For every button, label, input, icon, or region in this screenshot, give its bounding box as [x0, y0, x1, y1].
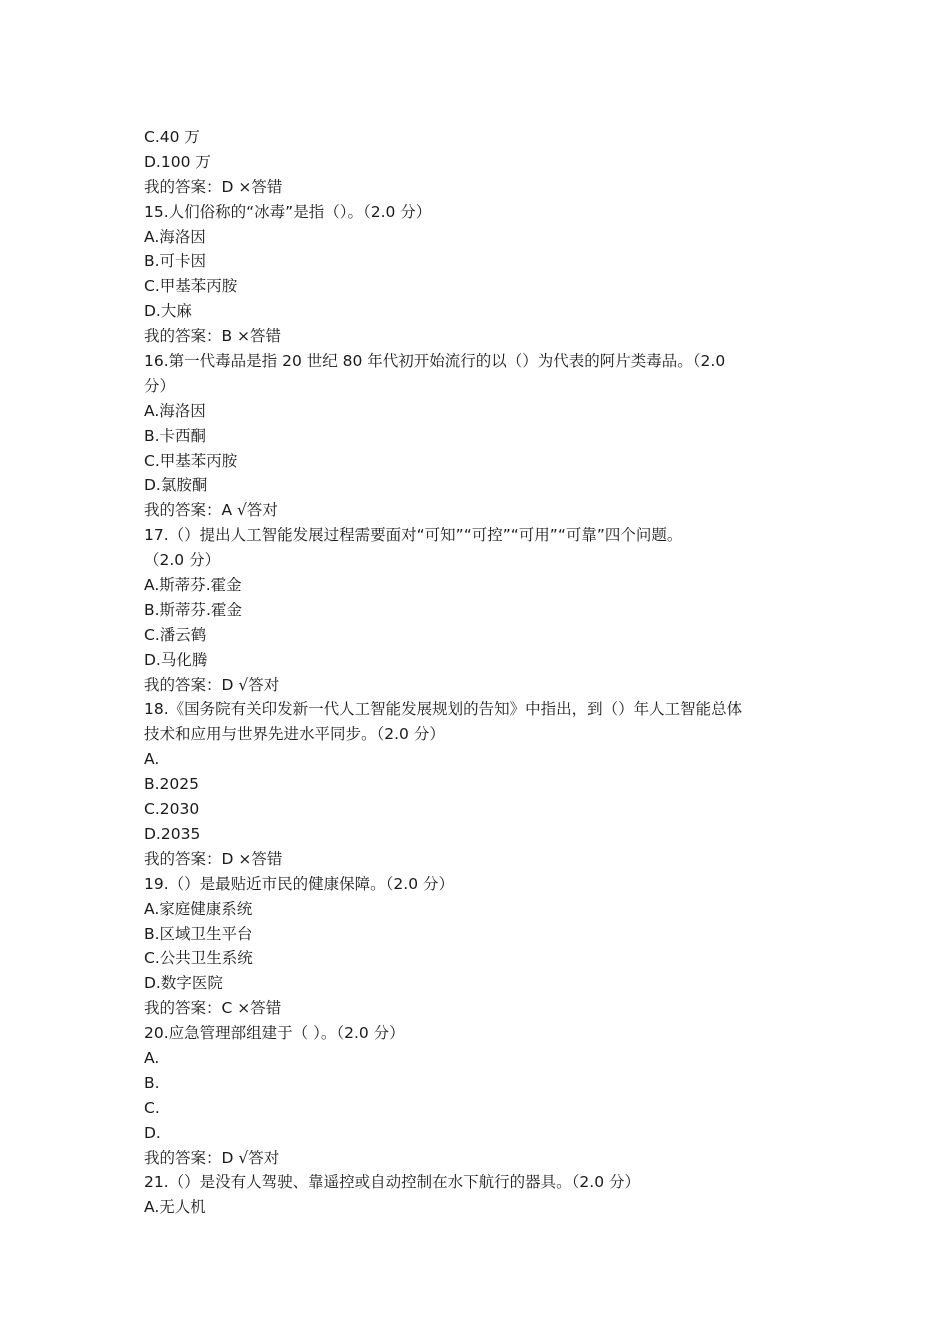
text-line: C.2030	[144, 800, 200, 819]
text-line: 16.第一代毒品是指 20 世纪 80 年代初开始流行的以（）为代表的阿片类毒品。（2.0	[144, 352, 726, 371]
text-line: D.100 万	[144, 152, 211, 171]
text-line: C.甲基苯丙胺	[144, 277, 238, 296]
text-line: A.海洛因	[144, 401, 206, 420]
text-line: 15.人们俗称的“冰毒”是指（）。（2.0 分）	[144, 202, 432, 221]
text-line: 21.（）是没有人驾驶、靠遥控或自动控制在水下航行的器具。（2.0 分）	[144, 1173, 640, 1192]
text-line: B.可卡因	[144, 252, 207, 271]
text-line: C.甲基苯丙胺	[144, 451, 238, 470]
text-line: B.斯蒂芬.霍金	[144, 600, 242, 619]
text-line: 我的答案：B ×答错	[144, 327, 282, 346]
text-line: 分）	[144, 376, 176, 395]
text-line: D.数字医院	[144, 974, 223, 993]
text-line: 技术和应用与世界先进水平同步。（2.0 分）	[144, 725, 445, 744]
text-line: C.公共卫生系统	[144, 949, 253, 968]
text-line: C.40 万	[144, 128, 200, 146]
text-line: （2.0 分）	[144, 551, 221, 570]
text-line: 我的答案：A √答对	[144, 501, 278, 520]
text-line: A.斯蒂芬.霍金	[144, 576, 242, 595]
text-line: A.	[144, 750, 160, 769]
text-line: B.区域卫生平台	[144, 924, 253, 943]
document-page	[144, 125, 814, 1220]
text-line: D.大麻	[144, 302, 192, 321]
text-line: 20.应急管理部组建于（ ）。（2.0 分）	[144, 1024, 405, 1043]
text-line: B.2025	[144, 775, 200, 794]
text-line: C.潘云鹤	[144, 625, 207, 644]
text-line: 19.（）是最贴近市民的健康保障。（2.0 分）	[144, 874, 454, 893]
text-line: C.	[144, 1098, 160, 1117]
text-line: A.	[144, 1048, 160, 1067]
text-line: 我的答案：D √答对	[144, 675, 280, 694]
text-line: 我的答案：C ×答错	[144, 999, 282, 1018]
text-line: 17.（）提出人工智能发展过程需要面对“可知”“可控”“可用”“可靠”四个问题。	[144, 526, 683, 545]
text-line: 我的答案：D √答对	[144, 1148, 280, 1167]
text-line: D.马化腾	[144, 650, 208, 669]
text-line: A.海洛因	[144, 227, 206, 246]
text-line: B.卡西酮	[144, 426, 207, 445]
text-line: 18.《国务院有关印发新一代人工智能发展规划的告知》中指出，到（）年人工智能总体	[144, 700, 743, 719]
text-line: D.氯胺酮	[144, 476, 208, 495]
text-line: D.2035	[144, 824, 201, 843]
text-line: 我的答案：D ×答错	[144, 177, 283, 196]
text-line: B.	[144, 1073, 160, 1092]
text-line: A.家庭健康系统	[144, 899, 253, 918]
text-line: 我的答案：D ×答错	[144, 849, 283, 868]
text-line: A.无人机	[144, 1198, 206, 1217]
text-line: D.	[144, 1123, 161, 1142]
